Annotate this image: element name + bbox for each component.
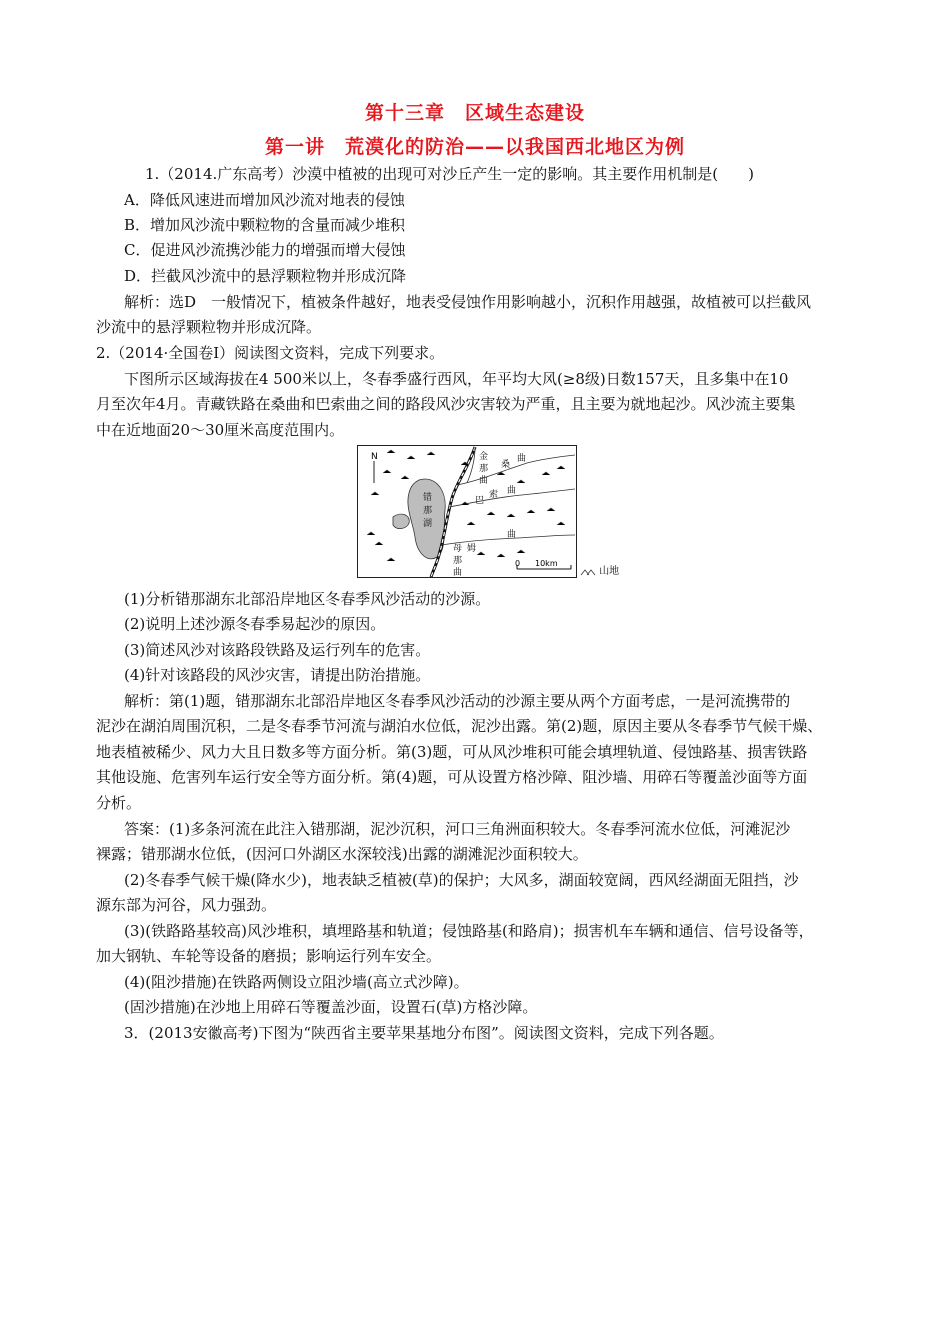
scale-zero: 0	[515, 559, 521, 568]
map-label: 错	[423, 493, 433, 503]
q1-analysis-line: 沙流中的悬浮颗粒物并形成沉降。	[96, 318, 322, 336]
q2-answer-line: 源东部为河谷，风力强劲。	[96, 896, 277, 914]
map-legend	[580, 562, 619, 577]
map-label: 索	[489, 490, 499, 500]
map-label: 曲	[507, 530, 517, 540]
q2-analysis-line: 泥沙在湖泊周围沉积，二是冬春季节河流与湖泊水位低，泥沙出露。第(2)题，原因主要从冬春季节气候干燥、	[96, 717, 823, 735]
map-label: 那	[479, 464, 489, 474]
q2-analysis-line: 其他设施、危害列车运行安全等方面分析。第(4)题，可从设置方格沙障、阻沙墙、用碎石等覆盖沙面等方面	[96, 768, 808, 786]
q2-answer-line: (4)(阻沙措施)在铁路两侧设立阻沙墙(高立式沙障)。	[124, 973, 469, 991]
q2-answer-line: 答案：(1)多条河流在此注入错那湖，泥沙沉积，河口三角洲面积较大。冬春季河流水位低，河滩泥沙	[124, 820, 791, 838]
chapter-title: 第十三章 区域生态建设	[364, 102, 585, 124]
q2-answer-line: (2)冬春季气候干燥(降水少)，地表缺乏植被(草)的保护；大风多，湖面较宽阔，西风经湖面无阻挡，沙	[124, 871, 799, 889]
map-label: 湖	[423, 519, 433, 529]
legend-label: 山地	[599, 566, 620, 577]
map-label: 曲	[507, 486, 517, 496]
map-label: 巴	[475, 496, 485, 506]
map-label: 那	[453, 556, 463, 566]
q2-question: (2)说明上述沙源冬春季易起沙的原因。	[124, 615, 386, 633]
lecture-title: 第一讲 荒漠化的防治——以我国西北地区为例	[264, 136, 685, 158]
q2-question: (1)分析错那湖东北部沿岸地区冬春季风沙活动的沙源。	[124, 590, 491, 608]
q2-stem: 2.（2014·全国卷Ⅰ）阅读图文资料，完成下列要求。	[96, 344, 445, 362]
q1-analysis-line: 解析：选D 一般情况下，植被条件越好，地表受侵蚀作用影响越小，沉积作用越强，故植被可以拦截风	[124, 293, 812, 311]
q2-analysis-line: 解析：第(1)题，错那湖东北部沿岸地区冬春季风沙活动的沙源主要从两个方面考虑，一是河流携带的	[124, 692, 791, 710]
map-label: 曲	[517, 454, 527, 464]
q2-analysis-line: 分析。	[96, 794, 142, 812]
map-label: 金	[479, 452, 489, 462]
q1-option-b: B．增加风沙流中颗粒物的含量而减少堆积	[124, 216, 406, 234]
q2-question: (4)针对该路段的风沙灾害，请提出防治措施。	[124, 666, 431, 684]
q2-analysis-line: 地表植被稀少、风力大且日数多等方面分析。第(3)题，可从风沙堆积可能会填埋轨道、侵蚀路基、损害铁路	[96, 743, 808, 761]
q3-stem: 3．(2013安徽高考)下图为“陕西省主要苹果基地分布图”。阅读图文资料，完成下列各题。	[124, 1024, 724, 1042]
q2-question: (3)简述风沙对该路段铁路及运行列车的危害。	[124, 641, 431, 659]
north-label: N	[371, 452, 378, 462]
q1-option-d: D．拦截风沙流中的悬浮颗粒物并形成沉降	[124, 267, 407, 285]
q2-answer-line: 裸露；错那湖水位低，(因河口外湖区水深较浅)出露的湖滩泥沙面积较大。	[96, 845, 588, 863]
q2-answer-line: 加大钢轨、车轮等设备的磨损；影响运行列车安全。	[96, 947, 442, 965]
q2-material-line: 中在近地面20～30厘米高度范围内。	[96, 421, 345, 439]
q2-answer-line: (固沙措施)在沙地上用碎石等覆盖沙面，设置石(草)方格沙障。	[124, 998, 538, 1016]
small-lake-shape	[393, 514, 409, 529]
cuona-lake-map	[357, 445, 577, 578]
mountain-legend-icon	[580, 568, 596, 576]
q1-stem: 1.（2014.广东高考）沙漠中植被的出现可对沙丘产生一定的影响。其主要作用机制是( )	[145, 165, 754, 183]
map-label: 母	[453, 544, 463, 554]
q1-option-a: A．降低风速进而增加风沙流对地表的侵蚀	[124, 191, 405, 209]
q1-option-c: C．促进风沙流携沙能力的增强而增大侵蚀	[124, 241, 406, 259]
map-label: 曲	[479, 476, 489, 486]
map-label: 姆	[467, 544, 477, 554]
map-label: 桑	[501, 460, 511, 470]
map-label: 曲	[453, 568, 463, 578]
q2-answer-line: (3)(铁路路基较高)风沙堆积，填埋路基和轨道；侵蚀路基(和路肩)；损害机车车辆和通信、信号设备等，	[124, 922, 814, 940]
q2-material-line: 月至次年4月。青藏铁路在桑曲和巴索曲之间的路段风沙灾害较为严重，且主要为就地起沙。风沙流主要集	[96, 395, 796, 413]
map-label: 那	[423, 506, 433, 516]
q2-material-line: 下图所示区域海拔在4 500米以上，冬春季盛行西风，年平均大风(≥8级)日数157天，且多集中在10	[124, 370, 789, 388]
scale-distance: 10km	[535, 559, 558, 568]
